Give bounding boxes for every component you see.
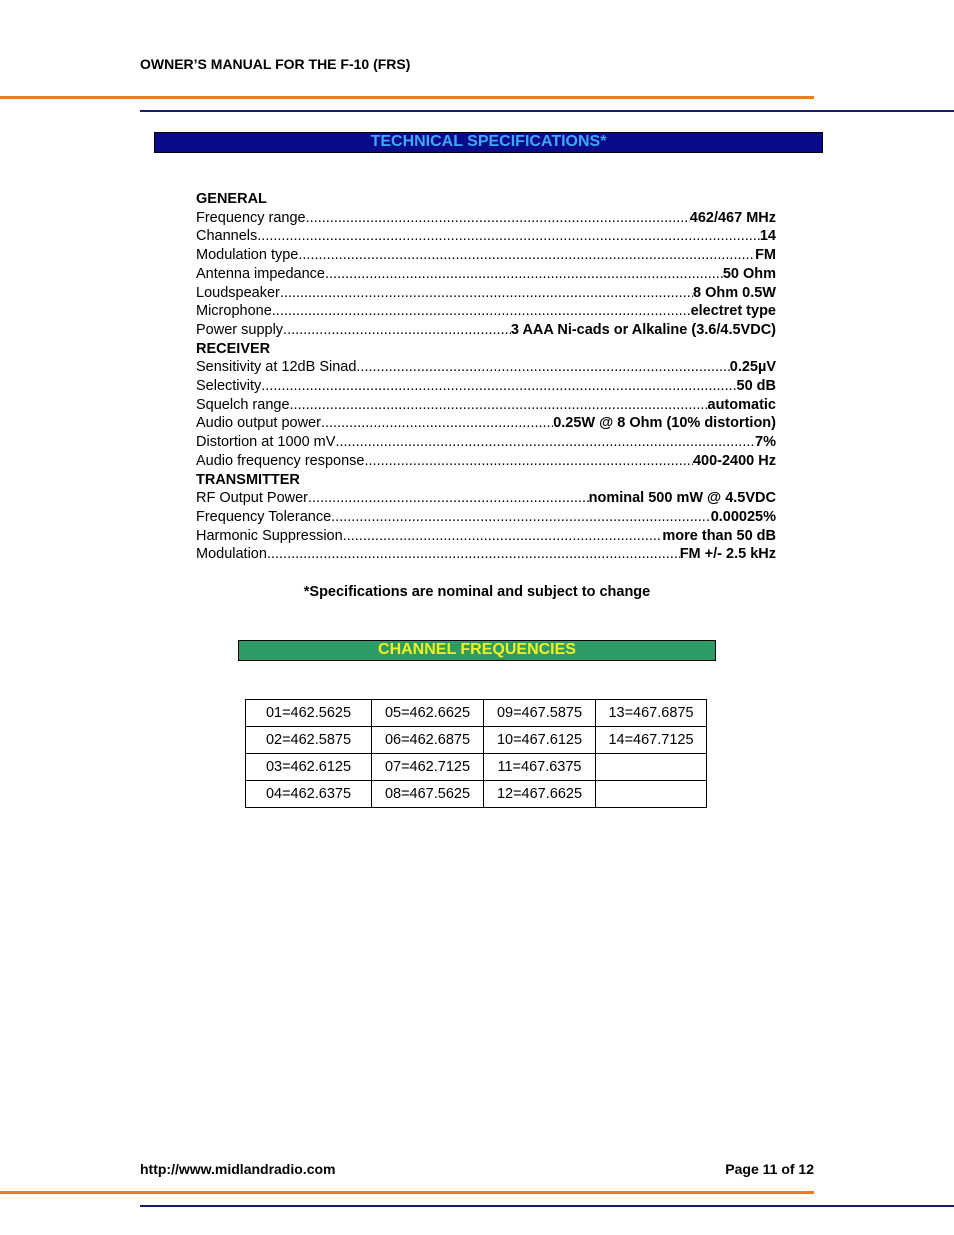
table-row (246, 754, 707, 781)
spec-label: RF Output Power (196, 490, 309, 507)
spec-leader-dots (335, 433, 755, 452)
section-receiver-items (196, 358, 776, 470)
spec-row (196, 545, 776, 564)
spec-row (196, 227, 776, 246)
spec-value: 462/467 MHz (689, 209, 776, 226)
spec-label: Selectivity (196, 378, 262, 395)
spec-leader-dots (364, 452, 692, 471)
technical-specifications-banner: TECHNICAL SPECIFICATIONS* (154, 132, 823, 153)
channel-cell (596, 754, 707, 781)
spec-value: FM +/- 2.5 kHz (679, 546, 776, 563)
section-general-heading: GENERAL (196, 191, 267, 207)
channel-cell: 01=462.5625 (246, 700, 372, 727)
spec-row (196, 302, 776, 321)
spec-label: Modulation (196, 546, 267, 563)
spec-value: 0.25µV (729, 359, 776, 376)
spec-leader-dots (306, 209, 690, 228)
spec-row (196, 321, 776, 340)
spec-label: Frequency range (196, 209, 306, 226)
spec-label: Squelch range (196, 396, 290, 413)
section-general-items (196, 209, 776, 340)
channel-cell: 04=462.6375 (246, 781, 372, 808)
spec-label: Distortion at 1000 mV (196, 434, 336, 451)
spec-value: 7% (755, 434, 776, 451)
spec-row (196, 527, 776, 546)
spec-leader-dots (325, 265, 723, 284)
footer-orange-rule (0, 1191, 814, 1194)
spec-value: electret type (690, 303, 776, 320)
spec-row (196, 246, 776, 265)
spec-row (196, 433, 776, 452)
channel-cell: 12=467.6625 (484, 781, 596, 808)
channel-frequency-table (245, 699, 707, 808)
spec-leader-dots (343, 527, 663, 546)
spec-value: FM (755, 247, 776, 264)
section-transmitter-items (196, 489, 776, 564)
spec-label: Audio output power (196, 415, 321, 432)
spec-label: Modulation type (196, 247, 299, 264)
spec-leader-dots (308, 489, 589, 508)
spec-value: 14 (759, 228, 776, 245)
spec-leader-dots (280, 284, 693, 303)
specifications-note: *Specifications are nominal and subject to change (303, 584, 651, 600)
spec-leader-dots (272, 302, 691, 321)
channel-cell: 11=467.6375 (484, 754, 596, 781)
spec-row (196, 265, 776, 284)
spec-value: more than 50 dB (662, 527, 776, 544)
spec-label: Frequency Tolerance (196, 508, 332, 525)
spec-value: 0.25W @ 8 Ohm (10% distortion) (553, 415, 776, 432)
table-row (246, 727, 707, 754)
spec-row (196, 414, 776, 433)
channel-frequencies-banner: CHANNEL FREQUENCIES (238, 640, 716, 661)
spec-label: Power supply (196, 321, 284, 338)
channel-cell: 03=462.6125 (246, 754, 372, 781)
spec-row (196, 489, 776, 508)
spec-row (196, 508, 776, 527)
spec-row (196, 396, 776, 415)
channel-cell: 07=462.7125 (372, 754, 484, 781)
spec-leader-dots (283, 321, 511, 340)
section-transmitter-heading: TRANSMITTER (196, 471, 300, 488)
header-title: OWNER’S MANUAL FOR THE F-10 (FRS) (140, 56, 411, 72)
footer-page-number: Page 11 of 12 (725, 1161, 814, 1177)
header-orange-rule (0, 96, 814, 99)
spec-row (196, 209, 776, 228)
channel-cell: 08=467.5625 (372, 781, 484, 808)
spec-label: Microphone (196, 303, 272, 320)
spec-leader-dots (321, 414, 553, 433)
channel-cell (596, 781, 707, 808)
spec-label: Loudspeaker (196, 284, 280, 301)
spec-leader-dots (356, 358, 729, 377)
spec-value: 0.00025% (710, 508, 776, 525)
spec-leader-dots (267, 545, 680, 564)
spec-row (196, 284, 776, 303)
section-receiver-heading: RECEIVER (196, 340, 271, 357)
spec-leader-dots (298, 246, 755, 265)
spec-leader-dots (331, 508, 711, 527)
spec-value: nominal 500 mW @ 4.5VDC (588, 490, 776, 507)
channel-cell: 05=462.6625 (372, 700, 484, 727)
spec-value: automatic (707, 396, 776, 413)
header-navy-rule (140, 110, 954, 112)
spec-leader-dots (261, 377, 736, 396)
spec-row (196, 452, 776, 471)
spec-value: 50 dB (736, 378, 776, 395)
channel-cell: 13=467.6875 (596, 700, 707, 727)
specifications-list (196, 190, 776, 564)
spec-label: Antenna impedance (196, 265, 325, 282)
spec-leader-dots (290, 396, 708, 415)
spec-label: Sensitivity at 12dB Sinad (196, 359, 357, 376)
spec-label: Channels (196, 228, 258, 245)
spec-label: Harmonic Suppression (196, 527, 343, 544)
channel-cell: 06=462.6875 (372, 727, 484, 754)
spec-leader-dots (257, 227, 760, 246)
channel-cell: 10=467.6125 (484, 727, 596, 754)
spec-row (196, 377, 776, 396)
spec-value: 3 AAA Ni-cads or Alkaline (3.6/4.5VDC) (510, 321, 776, 338)
channel-cell: 14=467.7125 (596, 727, 707, 754)
footer-navy-rule (140, 1205, 954, 1207)
spec-row (196, 358, 776, 377)
spec-value: 400-2400 Hz (692, 452, 776, 469)
footer-url: http://www.midlandradio.com (140, 1161, 336, 1177)
spec-value: 8 Ohm 0.5W (693, 284, 776, 301)
channel-cell: 02=462.5875 (246, 727, 372, 754)
table-row (246, 700, 707, 727)
channel-cell: 09=467.5875 (484, 700, 596, 727)
table-row (246, 781, 707, 808)
spec-label: Audio frequency response (196, 452, 365, 469)
spec-value: 50 Ohm (722, 265, 776, 282)
